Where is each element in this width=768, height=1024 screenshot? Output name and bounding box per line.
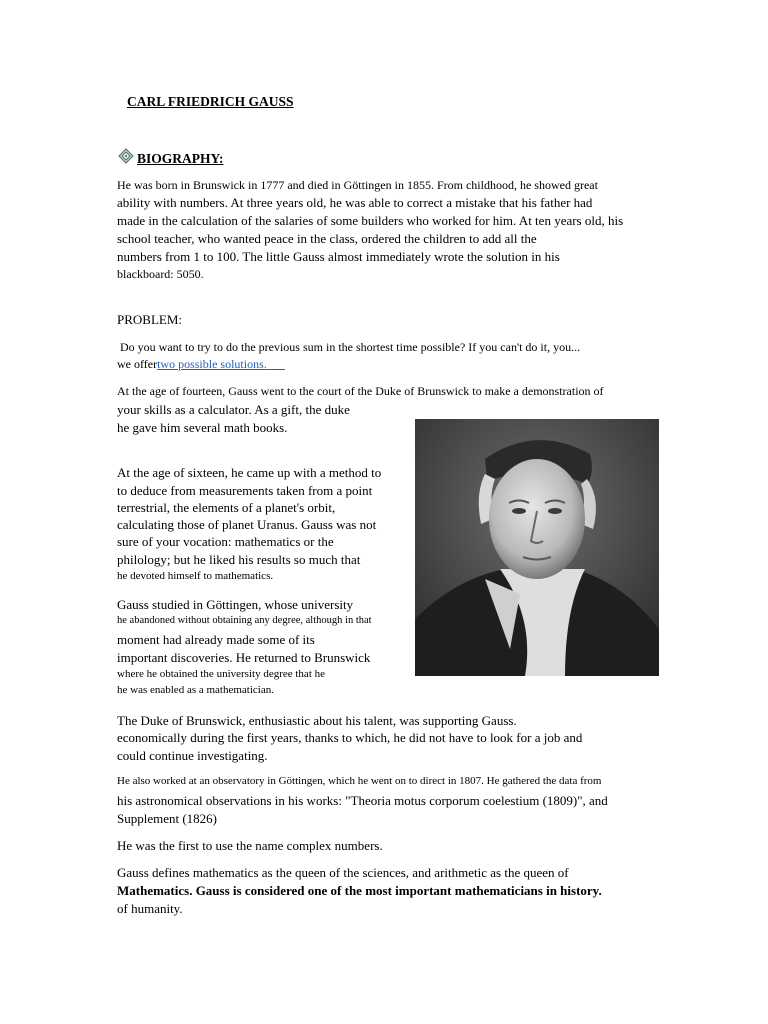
diamond-bullet-icon xyxy=(118,148,134,169)
text-line: he gave him several math books. xyxy=(117,420,288,435)
text-line: he was enabled as a mathematician. xyxy=(117,684,274,696)
text-line: his astronomical observations in his works: "Theoria motus corporum coelestium (1809)", and xyxy=(117,793,608,808)
text-line: calculating those of planet Uranus. Gauss was not xyxy=(117,517,377,532)
text-line: could continue investigating. xyxy=(117,748,268,763)
text-line: important discoveries. He returned to Brunswick xyxy=(117,650,371,665)
text-line: of humanity. xyxy=(117,901,183,916)
problem-heading: PROBLEM: xyxy=(117,312,183,327)
text-line: At the age of sixteen, he came up with a method to xyxy=(117,465,382,480)
text-line: moment had already made some of its xyxy=(117,632,315,647)
biography-heading xyxy=(118,148,224,169)
text-line: where he obtained the university degree that he xyxy=(117,668,326,680)
text-line: The Duke of Brunswick, enthusiastic about his talent, was supporting Gauss. xyxy=(117,713,517,728)
text-line: He also worked at an observatory in Göttingen, which he went on to direct in 1807. He gathered the data from xyxy=(117,775,602,787)
bio-line: He was born in Brunswick in 1777 and died in Göttingen in 1855. From childhood, he showed great xyxy=(117,178,598,192)
text-line: sure of your vocation: mathematics or the xyxy=(117,534,334,549)
text-line: At the age of fourteen, Gauss went to the court of the Duke of Brunswick to make a demonstration of xyxy=(117,384,604,398)
text-line: terrestrial, the elements of a planet's orbit, xyxy=(117,500,336,515)
page-title: CARL FRIEDRICH GAUSS xyxy=(127,94,294,109)
bio-line: ability with numbers. At three years old, he was able to correct a mistake that his father had xyxy=(117,195,593,210)
text-line: philology; but he liked his results so much that xyxy=(117,552,361,567)
bio-line: school teacher, who wanted peace in the class, ordered the children to add all the xyxy=(117,231,537,246)
link-underline-tail xyxy=(267,357,285,371)
text-line: economically during the first years, thanks to which, he did not have to look for a job and xyxy=(117,730,583,745)
bold-text-line xyxy=(117,884,602,897)
bio-line: made in the calculation of the salaries of some builders who worked for him. At ten years old, his xyxy=(117,213,624,228)
text-line: your skills as a calculator. As a gift, the duke xyxy=(117,402,350,417)
text-line: Gauss defines mathematics as the queen of the sciences, and arithmetic as the queen of xyxy=(117,865,569,880)
text-line: to deduce from measurements taken from a point xyxy=(117,483,373,498)
text-line: Supplement (1826) xyxy=(117,811,218,826)
bold-statement: Mathematics. Gauss is considered one of the most important mathematicians in history. xyxy=(117,883,602,898)
text-line: He was the first to use the name complex numbers. xyxy=(117,838,383,853)
bio-line: blackboard: 5050. xyxy=(117,267,204,281)
portrait-photo xyxy=(415,419,659,676)
problem-offer xyxy=(117,358,285,370)
bio-line: numbers from 1 to 100. The little Gauss almost immediately wrote the solution in his xyxy=(117,249,560,264)
text-line: he devoted himself to mathematics. xyxy=(117,570,274,582)
problem-text: Do you want to try to do the previous sum in the shortest time possible? If you can't do it, you... xyxy=(117,340,581,354)
offer-prefix: we offer xyxy=(117,357,158,371)
text-line: he abandoned without obtaining any degree, although in that xyxy=(117,615,372,626)
text-line: Gauss studied in Göttingen, whose university xyxy=(117,597,354,612)
biography-label: BIOGRAPHY: xyxy=(137,150,224,166)
solutions-link[interactable]: two possible solutions. xyxy=(157,357,267,371)
